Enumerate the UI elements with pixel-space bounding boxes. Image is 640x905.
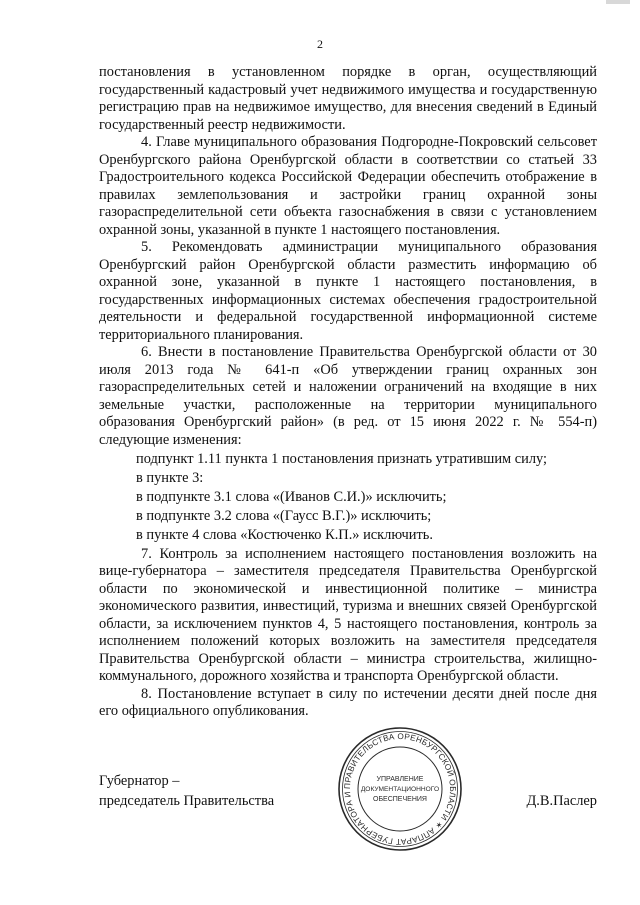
position-line-2: председатель Правительства [99, 793, 275, 809]
amendment-line: в пункте 3: [136, 469, 204, 486]
amendment-line: в пункте 4 слова «Костюченко К.П.» исключить. [136, 526, 433, 543]
stamp-center-line-1: УПРАВЛЕНИЕ [376, 776, 424, 783]
scan-edge-mark [606, 0, 630, 4]
page-number: 2 [317, 37, 323, 51]
paragraph-continuation: постановления в установленном порядке в орган, осуществляющий государственный кадастровый учет недвижимого имущества и государственную регистрацию прав на недвижимое имущество, для внесения сведений в Единый государственный реестр недвижимости. [99, 64, 597, 133]
paragraph-item-4: 4. Главе муниципального образования Подгородне-Покровский сельсовет Оренбургского района Оренбургской области в соответствии со статьей 33 Градостроительного кодекса Российской Федерации обеспечить отображение в правилах землепользования и застройки границ охранной зоны газораспределительной сети объекта газоснабжения в связи с установлением охранной зоны, указанной в пункте 1 настоящего постановления. [99, 134, 597, 238]
paragraph-item-6: 6. Внести в постановление Правительства Оренбургской области от 30 июля 2013 года № 641-п «Об утверждении границ охранных зон газораспределительных сетей и наложении ограничений на входящие в них земельные участки, расположенные на территории муниципального образования Оренбургский район» (в ред. от 15 июня 2022 г. № 554-п) следующие изменения: [99, 344, 597, 448]
signatory-position [99, 771, 274, 811]
stamp-center-line-3: ОБЕСПЕЧЕНИЯ [373, 796, 427, 803]
position-line-1: Губернатор – [99, 773, 180, 789]
stamp-center-line-2: ДОКУМЕНТАЦИОННОГО [360, 786, 440, 793]
amendment-line: в подпункте 3.2 слова «(Гаусс В.Г.)» исключить; [136, 507, 432, 524]
document-body [99, 64, 597, 721]
paragraph-item-5: 5. Рекомендовать администрации муниципального образования Оренбургский район Оренбургской области разместить информацию об охранной зоне, указанной в пункте 1 настоящего постановления, в государственных информационных системах обеспечения градостроительной деятельности и федеральной государственной информационной системе территориального планирования. [99, 239, 597, 343]
official-stamp [337, 726, 463, 852]
amendment-line: подпункт 1.11 пункта 1 постановления признать утратившим силу; [136, 450, 548, 467]
stamp-ring-text: ПРАВИТЕЛЬСТВА ОРЕНБУРГСКОЙ ОБЛАСТИ ✶ АППАРАТ ГУБЕРНАТОРА И [342, 731, 458, 847]
paragraph-item-7: 7. Контроль за исполнением настоящего постановления возложить на вице-губернатора – заместителя председателя Правительства Оренбургской области по экономической и инвестиционной политике – министра экономического развития, инвестиций, туризма и внешних связей Оренбургской области, за исключением пунктов 4, 5 настоящего постановления, контроль за исполнением положений которых возложить на заместителя председателя Правительства Оренбургской области – министра строительства, жилищно-коммунального, дорожного хозяйства и транспорта Оренбургской области. [99, 545, 597, 684]
signatory-name: Д.В.Паслер [526, 793, 597, 809]
paragraph-item-8: 8. Постановление вступает в силу по истечении десяти дней после дня его официального опубликования. [99, 685, 597, 719]
amendment-line: в подпункте 3.1 слова «(Иванов С.И.)» исключить; [136, 488, 447, 505]
